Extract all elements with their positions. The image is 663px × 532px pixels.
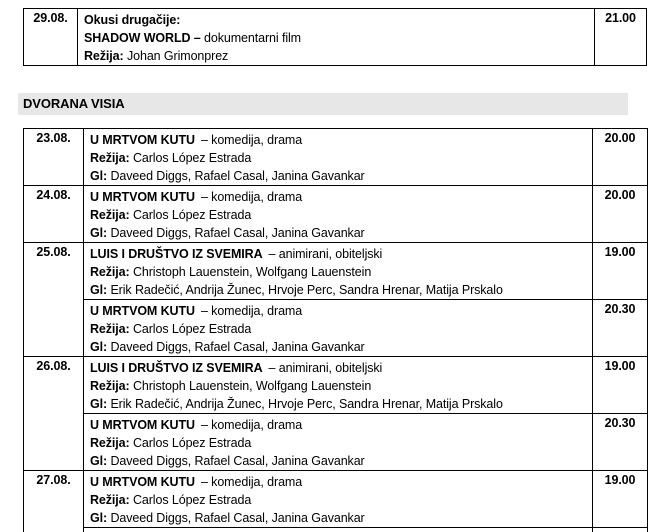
cast-names: Daveed Diggs, Rafael Casal, Janina Gavankar xyxy=(110,454,365,468)
section-title: DVORANA VISIA xyxy=(23,96,125,111)
table-row xyxy=(24,186,648,243)
event-title: Okusi drugačije: xyxy=(84,13,181,27)
table-row xyxy=(24,357,648,414)
director-names: Carlos López Estrada xyxy=(132,322,252,336)
film-genre: – animirani, obiteljski xyxy=(268,361,383,375)
director-names: Johan Grimonprez xyxy=(126,49,229,63)
film-cell xyxy=(84,129,593,186)
film-title: LUIS I DRUŠTVO IZ SVEMIRA xyxy=(90,361,263,375)
director-names: Carlos López Estrada xyxy=(132,493,252,507)
screening-date: 29.08. xyxy=(24,9,78,66)
film-title: U MRTVOM KUTU xyxy=(90,190,195,204)
cast-names: Erik Radečić, Andrija Žunec, Hrvoje Perc, Sandra Hrenar, Matija Prskalo xyxy=(110,397,503,411)
film-cell xyxy=(84,414,593,471)
time-cell xyxy=(593,528,648,532)
director-names: Carlos López Estrada xyxy=(132,436,252,450)
table-row xyxy=(24,243,648,300)
schedule-table-top xyxy=(23,8,647,66)
section-header xyxy=(18,93,628,115)
table-row-clipped xyxy=(24,528,648,532)
film-title: SHADOW WORLD – xyxy=(84,31,201,45)
screening-time: 20.30 xyxy=(593,300,648,357)
film-cell xyxy=(84,243,593,300)
director-label: Režija: xyxy=(90,322,130,336)
film-cell xyxy=(78,9,595,66)
film-title-line xyxy=(84,29,588,47)
table-row xyxy=(24,300,648,357)
screening-time: 20.00 xyxy=(593,186,648,243)
screening-time: 19.00 xyxy=(593,357,648,414)
director-names: Carlos López Estrada xyxy=(132,208,252,222)
schedule-table-dvorana-visia xyxy=(23,128,648,532)
film-cell xyxy=(84,300,593,357)
event-title-line xyxy=(84,11,588,29)
film-genre: – komedija, drama xyxy=(200,418,303,432)
cast-label: Gl: xyxy=(90,226,108,240)
screening-time: 19.00 xyxy=(593,471,648,528)
table-row xyxy=(24,471,648,528)
director-names: Christoph Lauenstein, Wolfgang Lauenstein xyxy=(132,379,372,393)
cast-names: Daveed Diggs, Rafael Casal, Janina Gavankar xyxy=(110,511,365,525)
film-genre: – komedija, drama xyxy=(200,304,303,318)
film-title: U MRTVOM KUTU xyxy=(90,133,195,147)
cast-label: Gl: xyxy=(90,511,108,525)
cast-names: Daveed Diggs, Rafael Casal, Janina Gavankar xyxy=(110,340,365,354)
screening-date: 23.08. xyxy=(24,129,84,186)
cast-names: Daveed Diggs, Rafael Casal, Janina Gavankar xyxy=(110,169,365,183)
film-genre: – komedija, drama xyxy=(200,190,303,204)
cast-label: Gl: xyxy=(90,283,108,297)
film-genre: dokumentarni film xyxy=(204,31,301,45)
cast-label: Gl: xyxy=(90,397,108,411)
table-row xyxy=(24,414,648,471)
director-label: Režija: xyxy=(84,49,124,63)
screening-date: 24.08. xyxy=(24,186,84,243)
screening-time: 20.30 xyxy=(593,414,648,471)
cast-names: Daveed Diggs, Rafael Casal, Janina Gavankar xyxy=(110,226,365,240)
film-genre: – komedija, drama xyxy=(200,475,303,489)
screening-date: 26.08. xyxy=(24,357,84,471)
film-genre: – komedija, drama xyxy=(200,133,303,147)
cast-label: Gl: xyxy=(90,454,108,468)
director-label: Režija: xyxy=(90,436,130,450)
film-cell xyxy=(84,471,593,528)
director-label: Režija: xyxy=(90,208,130,222)
film-title: U MRTVOM KUTU xyxy=(90,475,195,489)
table-row xyxy=(24,129,648,186)
director-names: Christoph Lauenstein, Wolfgang Lauenstein xyxy=(132,265,372,279)
film-title: U MRTVOM KUTU xyxy=(90,418,195,432)
screening-date: 27.08. xyxy=(24,471,84,532)
director-label: Režija: xyxy=(90,265,130,279)
film-title: U MRTVOM KUTU xyxy=(90,304,195,318)
director-names: Carlos López Estrada xyxy=(132,151,252,165)
screening-time: 20.00 xyxy=(593,129,648,186)
film-title: LUIS I DRUŠTVO IZ SVEMIRA xyxy=(90,247,263,261)
director-label: Režija: xyxy=(90,493,130,507)
table-row xyxy=(24,9,647,66)
cast-label: Gl: xyxy=(90,340,108,354)
film-genre: – animirani, obiteljski xyxy=(268,247,383,261)
screening-time: 21.00 xyxy=(595,9,647,66)
screening-date: 25.08. xyxy=(24,243,84,357)
cast-label: Gl: xyxy=(90,169,108,183)
film-cell xyxy=(84,357,593,414)
director-label: Režija: xyxy=(90,151,130,165)
cast-names: Erik Radečić, Andrija Žunec, Hrvoje Perc, Sandra Hrenar, Matija Prskalo xyxy=(110,283,503,297)
film-cell xyxy=(84,528,593,532)
director-line xyxy=(84,47,588,65)
film-cell xyxy=(84,186,593,243)
screening-time: 19.00 xyxy=(593,243,648,300)
director-label: Režija: xyxy=(90,379,130,393)
